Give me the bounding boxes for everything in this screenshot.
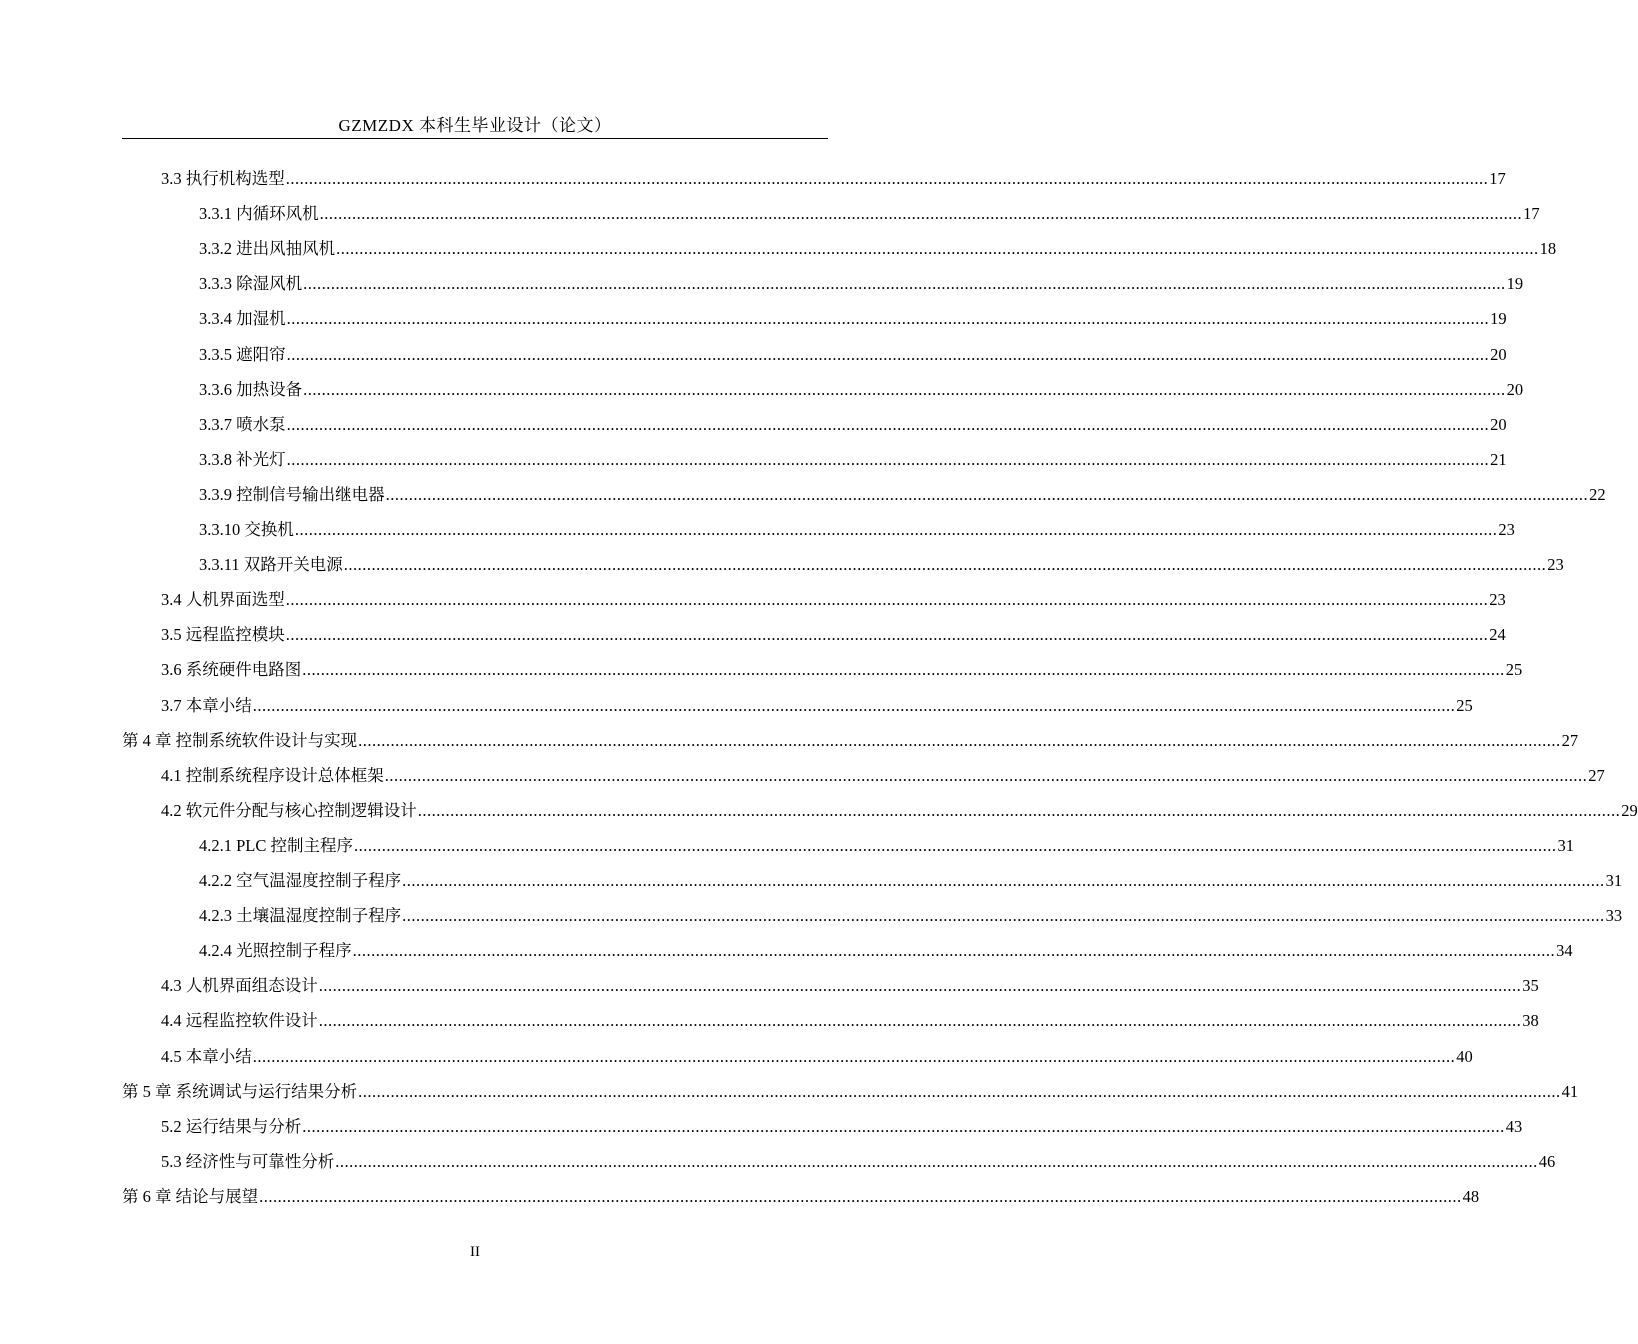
toc-dot-leader: .................................................................................................................................................................................................................................................................... xyxy=(358,1081,1561,1101)
toc-dot-leader: .................................................................................................................................................................................................................................................................... xyxy=(318,1011,1522,1031)
toc-entry-label: 3.3.9 控制信号输出继电器 xyxy=(199,484,385,504)
toc-entry-label: 3.7 本章小结 xyxy=(161,695,252,715)
toc-entry[interactable] xyxy=(161,1114,1523,1138)
toc-entry-page: 17 xyxy=(1489,169,1506,188)
toc-entry-label: 3.3.1 内循环风机 xyxy=(199,204,319,224)
toc-entry-page: 43 xyxy=(1505,1116,1523,1136)
toc-entry-page: 24 xyxy=(1489,625,1506,645)
toc-entry[interactable] xyxy=(161,763,1605,787)
toc-entry-page: 20 xyxy=(1506,379,1524,399)
toc-entry-page: 29 xyxy=(1621,800,1638,820)
toc-dot-leader: .................................................................................................................................................................................................................................................................... xyxy=(302,1116,1505,1136)
toc-entry[interactable] xyxy=(161,622,1506,646)
toc-entry[interactable] xyxy=(199,236,1557,260)
toc-entry[interactable] xyxy=(199,552,1564,576)
toc-dot-leader: .................................................................................................................................................................................................................................................................... xyxy=(286,414,1490,434)
toc-entry[interactable] xyxy=(199,201,1540,225)
toc-entry-page: 18 xyxy=(1539,239,1557,259)
toc-entry-label: 3.3.3 除湿风机 xyxy=(199,274,303,294)
toc-entry-label: 3.3.4 加湿机 xyxy=(199,309,286,329)
toc-entry[interactable] xyxy=(199,377,1524,401)
toc-entry[interactable] xyxy=(161,798,1638,822)
page-header-title: GZMZDX 本科生毕业设计（论文） xyxy=(338,116,612,135)
toc-dot-leader: .................................................................................................................................................................................................................................................................... xyxy=(252,695,1456,715)
toc-entry[interactable] xyxy=(161,1149,1556,1173)
toc-entry-label: 3.4 人机界面选型 xyxy=(161,590,285,610)
toc-entry-label: 4.2.3 土壤温湿度控制子程序 xyxy=(199,906,402,926)
toc-entry-page: 41 xyxy=(1561,1081,1579,1101)
toc-entry-label: 3.3.7 喷水泵 xyxy=(199,414,286,434)
toc-dot-leader: .................................................................................................................................................................................................................................................................... xyxy=(286,309,1490,329)
toc-dot-leader: .................................................................................................................................................................................................................................................................... xyxy=(384,765,1588,785)
toc-entry-page: 33 xyxy=(1605,906,1623,926)
toc-entry[interactable] xyxy=(199,306,1507,330)
toc-entry-label: 第 5 章 系统调试与运行结果分析 xyxy=(122,1081,358,1101)
toc-entry-page: 19 xyxy=(1506,274,1524,294)
toc-entry-label: 4.2.1 PLC 控制主程序 xyxy=(199,835,354,855)
toc-entry[interactable] xyxy=(161,973,1539,997)
toc-dot-leader: .................................................................................................................................................................................................................................................................... xyxy=(343,555,1547,575)
toc-entry-label: 3.3.11 双路开关电源 xyxy=(199,555,343,575)
toc-entry-page: 23 xyxy=(1547,555,1564,575)
toc-entry-page: 25 xyxy=(1505,660,1523,680)
toc-dot-leader: .................................................................................................................................................................................................................................................................... xyxy=(319,204,1523,224)
toc-entry-label: 第 6 章 结论与展望 xyxy=(122,1186,259,1206)
toc-entry-label: 4.2 软元件分配与核心控制逻辑设计 xyxy=(161,800,417,820)
toc-entry-page: 48 xyxy=(1462,1186,1480,1206)
toc-entry-label: 5.3 经济性与可靠性分析 xyxy=(161,1151,335,1171)
toc-entry[interactable] xyxy=(199,342,1507,366)
toc-entry-label: 4.3 人机界面组态设计 xyxy=(161,976,318,996)
toc-entry-label: 4.5 本章小结 xyxy=(161,1046,252,1066)
toc-entry-page: 35 xyxy=(1522,976,1539,996)
toc-dot-leader: .................................................................................................................................................................................................................................................................... xyxy=(286,449,1490,469)
toc-entry[interactable] xyxy=(199,833,1575,857)
toc-dot-leader: .................................................................................................................................................................................................................................................................... xyxy=(303,274,1506,294)
toc-entry-label: 3.3.10 交换机 xyxy=(199,520,294,539)
toc-entry-page: 38 xyxy=(1522,1011,1539,1031)
toc-entry-label: 3.3.5 遮阳帘 xyxy=(199,344,286,364)
toc-dot-leader: .................................................................................................................................................................................................................................................................... xyxy=(335,1151,1538,1171)
toc-dot-leader: .................................................................................................................................................................................................................................................................... xyxy=(285,625,1489,645)
toc-dot-leader: .................................................................................................................................................................................................................................................................... xyxy=(417,800,1621,820)
toc-entry[interactable] xyxy=(161,657,1523,681)
toc-dot-leader: .................................................................................................................................................................................................................................................................... xyxy=(352,941,1556,961)
toc-entry-label: 3.6 系统硬件电路图 xyxy=(161,660,302,680)
toc-entry-page: 22 xyxy=(1589,484,1606,504)
toc-entry[interactable] xyxy=(122,728,1579,752)
toc-entry-page: 27 xyxy=(1588,765,1605,785)
toc-entry-page: 20 xyxy=(1490,414,1507,434)
toc-dot-leader: .................................................................................................................................................................................................................................................................... xyxy=(252,1046,1456,1066)
toc-entry-label: 3.3 执行机构选型 xyxy=(161,169,285,188)
toc-entry-label: 第 4 章 控制系统软件设计与实现 xyxy=(122,730,358,750)
toc-entry[interactable] xyxy=(199,447,1507,471)
toc-entry-label: 3.3.6 加热设备 xyxy=(199,379,303,399)
toc-entry[interactable] xyxy=(161,1044,1473,1068)
toc-entry[interactable] xyxy=(122,1184,1480,1208)
toc-dot-leader: .................................................................................................................................................................................................................................................................... xyxy=(336,239,1539,259)
toc-dot-leader: .................................................................................................................................................................................................................................................................... xyxy=(354,835,1557,855)
toc-dot-leader: .................................................................................................................................................................................................................................................................... xyxy=(294,520,1498,539)
toc-entry[interactable] xyxy=(199,482,1606,506)
toc-entry-page: 27 xyxy=(1561,730,1579,750)
page-number: II xyxy=(470,1244,480,1260)
toc-dot-leader: .................................................................................................................................................................................................................................................................... xyxy=(286,344,1490,364)
toc-entry-page: 25 xyxy=(1456,695,1473,715)
toc-entry-page: 21 xyxy=(1490,449,1507,469)
toc-entry-page: 19 xyxy=(1490,309,1507,329)
toc-entry[interactable] xyxy=(122,1079,1579,1103)
toc-entry-label: 4.2.4 光照控制子程序 xyxy=(199,941,352,961)
toc-dot-leader: .................................................................................................................................................................................................................................................................... xyxy=(318,976,1522,996)
toc-dot-leader: .................................................................................................................................................................................................................................................................... xyxy=(302,660,1505,680)
toc-entry-page: 31 xyxy=(1557,835,1575,855)
toc-dot-leader: .................................................................................................................................................................................................................................................................... xyxy=(402,906,1605,926)
toc-entry-page: 20 xyxy=(1490,344,1507,364)
toc-entry-page: 31 xyxy=(1605,871,1623,890)
toc-entry-label: 4.2.2 空气温湿度控制子程序 xyxy=(199,871,402,890)
toc-entry-label: 5.2 运行结果与分析 xyxy=(161,1116,302,1136)
toc-entry-page: 17 xyxy=(1523,204,1540,224)
toc-dot-leader: .................................................................................................................................................................................................................................................................... xyxy=(303,379,1506,399)
toc-entry-label: 4.4 远程监控软件设计 xyxy=(161,1011,318,1031)
toc-entry-page: 40 xyxy=(1456,1046,1473,1066)
toc-entry[interactable] xyxy=(199,271,1524,295)
toc-entry[interactable] xyxy=(199,903,1623,927)
toc-entry-page: 23 xyxy=(1498,520,1515,539)
toc-entry[interactable] xyxy=(161,587,1506,611)
toc-entry[interactable] xyxy=(161,693,1473,717)
toc-entry-label: 3.3.8 补光灯 xyxy=(199,449,286,469)
toc-entry[interactable] xyxy=(161,166,1506,190)
toc-entry[interactable] xyxy=(199,868,1623,892)
toc-entry-label: 3.3.2 进出风抽风机 xyxy=(199,239,336,259)
toc-dot-leader: .................................................................................................................................................................................................................................................................... xyxy=(402,871,1605,890)
toc-entry-label: 3.5 远程监控模块 xyxy=(161,625,285,645)
toc-entry-page: 34 xyxy=(1556,941,1573,961)
toc-dot-leader: .................................................................................................................................................................................................................................................................... xyxy=(285,169,1489,188)
toc-entry-page: 46 xyxy=(1538,1151,1556,1171)
toc-entry-page: 23 xyxy=(1489,590,1506,610)
toc-entry[interactable] xyxy=(199,517,1515,541)
toc-entry[interactable] xyxy=(199,412,1507,436)
toc-dot-leader: .................................................................................................................................................................................................................................................................... xyxy=(285,590,1489,610)
toc-entry[interactable] xyxy=(199,938,1573,962)
toc-dot-leader: .................................................................................................................................................................................................................................................................... xyxy=(385,484,1589,504)
toc-dot-leader: .................................................................................................................................................................................................................................................................... xyxy=(358,730,1561,750)
toc-entry[interactable] xyxy=(161,1008,1539,1032)
toc-dot-leader: .................................................................................................................................................................................................................................................................... xyxy=(259,1186,1462,1206)
toc-entry-label: 4.1 控制系统程序设计总体框架 xyxy=(161,765,384,785)
